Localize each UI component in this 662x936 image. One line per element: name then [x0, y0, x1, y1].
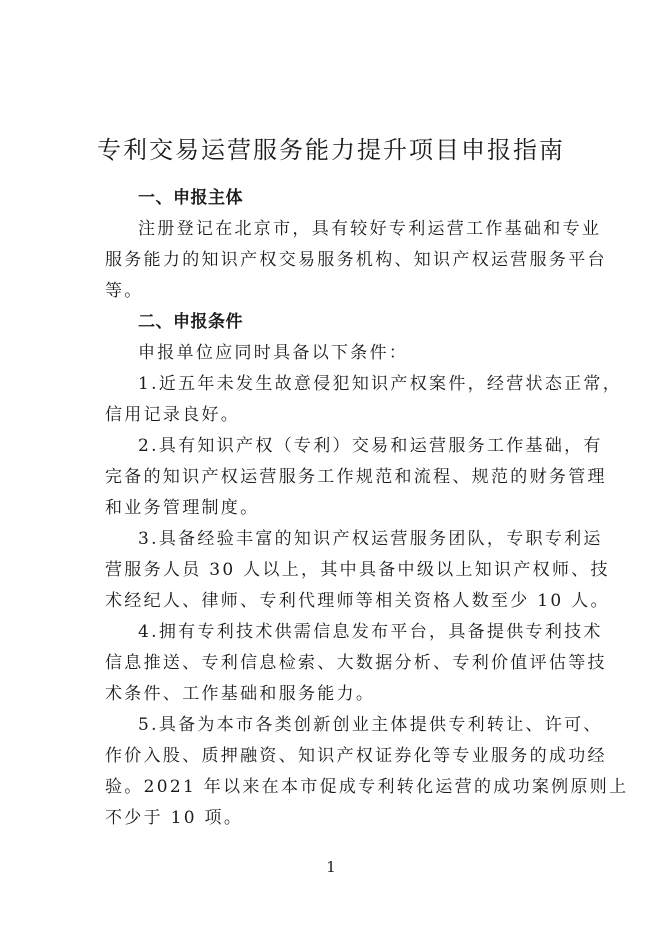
text-line: 3.具备经验丰富的知识产权运营服务团队，专职专利运 — [138, 529, 603, 549]
text-line: 服务能力的知识产权交易服务机构、知识产权运营服务平台 — [105, 250, 607, 270]
document-title: 专利交易运营服务能力提升项目申报指南 — [97, 136, 565, 164]
text-line: 不少于 10 项。 — [105, 808, 244, 828]
text-line: 2.具有知识产权（专利）交易和运营服务工作基础，有 — [138, 436, 603, 456]
text-line: 和业务管理制度。 — [105, 498, 260, 518]
text-line: 术经纪人、律师、专利代理师等相关资格人数至少 10 人。 — [105, 591, 610, 611]
text-line: 5.具备为本市各类创新创业主体提供专利转让、许可、 — [138, 715, 603, 735]
text-line: 信用记录良好。 — [105, 405, 241, 425]
text-line: 等。 — [105, 281, 144, 301]
text-line: 术条件、工作基础和服务能力。 — [105, 684, 376, 704]
text-line: 1.近五年未发生故意侵犯知识产权案件，经营状态正常， — [138, 374, 623, 394]
text-line: 4.拥有专利技术供需信息发布平台，具备提供专利技术 — [138, 622, 603, 642]
section-heading: 一、申报主体 — [138, 188, 243, 208]
text-line: 作价入股、质押融资、知识产权证券化等专业服务的成功经 — [105, 746, 607, 766]
text-line: 注册登记在北京市，具有较好专利运营工作基础和专业 — [138, 219, 602, 239]
text-line: 信息推送、专利信息检索、大数据分析、专利价值评估等技 — [105, 653, 607, 673]
text-line: 验。2021 年以来在本市促成专利转化运营的成功案例原则上 — [105, 777, 629, 797]
page-number: 1 — [326, 858, 336, 876]
section-heading: 二、申报条件 — [138, 312, 243, 332]
text-line: 营服务人员 30 人以上，其中具备中级以上知识产权师、技 — [105, 560, 610, 580]
text-line: 完备的知识产权运营服务工作规范和流程、规范的财务管理 — [105, 467, 607, 487]
text-line: 申报单位应同时具备以下条件： — [138, 343, 409, 363]
